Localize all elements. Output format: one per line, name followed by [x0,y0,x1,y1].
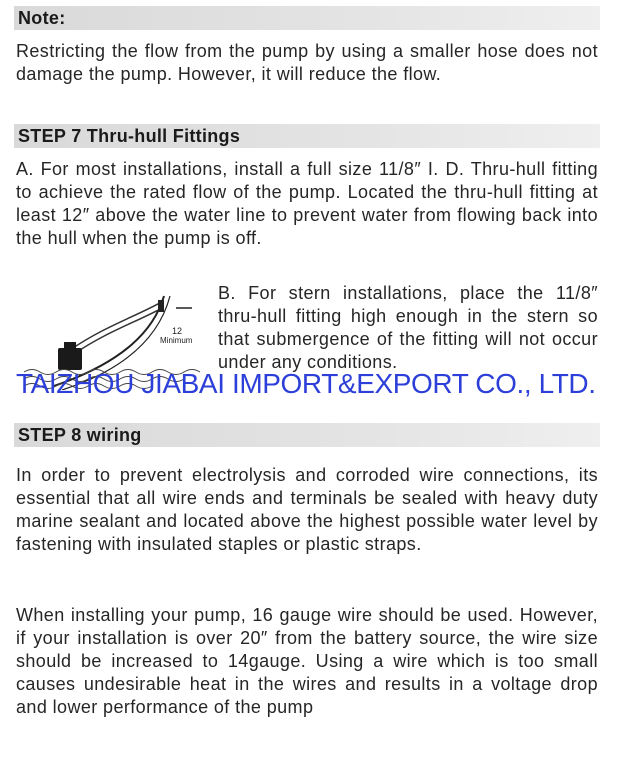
step8-paragraph-2: When installing your pump, 16 gauge wire should be used. However, if your installation is over 20″ from the battery source, the wire size should be increased to 14gauge. Using a wire which is too small causes undesirable heat in the wires and results in a voltage drop and lower performance of the pump [16,605,598,717]
pump-top [64,342,76,350]
step8-heading-band [14,423,600,447]
note-heading: Note: [18,8,66,28]
note-heading-band [14,6,600,30]
company-watermark: TAIZHOU JIABAI IMPORT&EXPORT CO., LTD. [16,368,596,399]
step8-heading: STEP 8 wiring [18,425,142,445]
step7-paragraph-b: B. For stern installations, place the 11/8″ thru-hull fitting high enough in the stern so that submergence of the fitting will not occur under any conditions. [218,283,598,372]
step8-paragraph-1: In order to prevent electrolysis and corroded wire connections, its essential that all wire ends and terminals be sealed with heavy duty marine sealant and located above the highest possible water level by fastening with insulated staples or plastic straps. [16,465,598,554]
step7-paragraph-a: A. For most installations, install a full size 11/8″ I. D. Thru-hull fitting to achieve the rated flow of the pump. Located the thru-hull fitting at least 12″ above the water line to prevent water from flowing back into the hull when the pump is off. [16,159,598,248]
dimension-label: Minimum [160,336,193,345]
dimension-value: 12 [172,326,183,336]
pump-body [58,348,82,370]
step7-heading-band [14,124,600,148]
thru-hull-fitting [158,300,164,312]
step7-heading: STEP 7 Thru-hull Fittings [18,126,241,146]
note-body: Restricting the flow from the pump by using a smaller hose does not damage the pump. However, it will reduce the flow. [16,41,598,84]
